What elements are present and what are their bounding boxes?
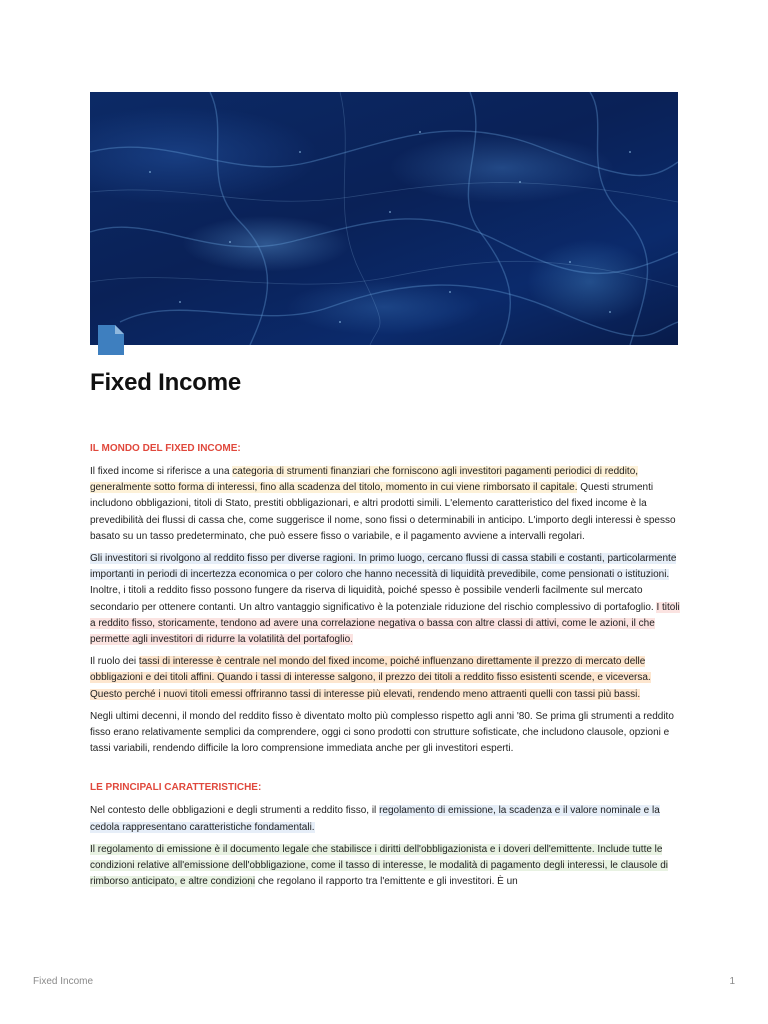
paragraph <box>90 709 680 758</box>
text-run: Nel contesto delle obbligazioni e degli strumenti a reddito fisso, il <box>90 805 380 817</box>
highlighted-text: categoria di strumenti finanziari che forniscono agli investitori pagamenti periodici di reddito, generalmente sotto forma di interessi, fino alla scadenza del titolo, momento in cui viene rimborsato il capitale. <box>90 466 639 494</box>
paragraph <box>90 464 680 545</box>
paragraph <box>90 842 680 891</box>
text-run: che regolano il rapporto tra l'emittente e gli investitori. È un <box>255 876 518 888</box>
highlighted-text: I titoli a reddito fisso, storicamente, tendono ad avere una correlazione negativa o bassa con altre classi di attivi, come le azioni, il che permette agli investitori di ridurre la volatilità del portafoglio. <box>90 601 680 646</box>
text-run: Il fixed income si riferisce a una <box>90 466 233 477</box>
page-title: Fixed Income <box>90 369 241 396</box>
paragraph <box>90 803 680 835</box>
document-body <box>90 442 680 896</box>
highlighted-text: Gli investitori si rivolgono al reddito fisso per diverse ragioni. In primo luogo, cercano flussi di cassa stabili e costanti, particolarmente importanti in periodi di incertezza economica o per coloro che hanno necessità di liquidità prevedibile, come pensionati o istituzioni. <box>90 553 677 581</box>
page-number: 1 <box>729 976 735 987</box>
section-heading: LE PRINCIPALI CARATTERISTICHE: <box>90 782 262 794</box>
paragraph <box>90 551 680 648</box>
paragraph <box>90 654 680 703</box>
highlighted-text: regolamento di emissione, la scadenza e il valore nominale e la cedola rappresentano caratteristiche fondamentali. <box>90 805 660 833</box>
text-run: Inoltre, i titoli a reddito fisso possono fungere da riserva di liquidità, poiché spesso è possibile venderli facilmente sul mercato secondario per ottenere contanti. Un altro vantaggio significativo è la potenziale riduzione del rischio complessivo di portafoglio. <box>90 585 657 613</box>
highlighted-text: Il regolamento di emissione è il documento legale che stabilisce i diritti dell'obbligazionista e i doveri dell'emittente. Include tutte le condizioni relative all'emissione dell'obbligazione, come il tasso di interesse, le modalità di pagamento degli interessi, le clausole di rimborso anticipato, e altre condizioni <box>90 843 669 888</box>
section-heading: IL MONDO DEL FIXED INCOME: <box>90 443 241 454</box>
cover-image <box>90 92 678 345</box>
document-icon <box>98 325 124 355</box>
text-run: Negli ultimi decenni, il mondo del reddito fisso è diventato molto più complesso rispetto agli anni '80. Se prima gli strumenti a reddito fisso erano relativamente semplici da comprendere, oggi ci sono prodotti con strutture sofisticate, che includono clausole, opzioni e tassi variabili, rendendo difficile la loro comprensione immediata anche per gli investitori esperti. <box>90 710 674 755</box>
text-run: Il ruolo dei <box>90 656 139 668</box>
highlighted-text: tassi di interesse è centrale nel mondo del fixed income, poiché influenzano direttamente il prezzo di mercato delle obbligazioni e dei titoli affini. Quando i tassi di interesse salgono, il prezzo dei titoli a reddito fisso esistenti scende, e viceversa. Questo perché i nuovi titoli emessi offriranno tassi di interesse più elevati, rendendo meno attraenti quelli con tassi più bassi. <box>90 656 651 700</box>
cover-texture <box>90 92 678 345</box>
text-run: Questi strumenti includono obbligazioni, titoli di Stato, prestiti obbligazionari, e altri prodotti simili. L'elemento caratteristico del fixed income è la prevedibilità dei flussi di cassa che, come suggerisce il nome, sono fissi o determinabili in anticipo. L'importo degli interessi è spesso basato su un tasso predeterminato, che può essere fisso o variabile, e il pagamento avviene a intervalli regolari. <box>90 482 676 542</box>
footer-title: Fixed Income <box>33 976 94 987</box>
